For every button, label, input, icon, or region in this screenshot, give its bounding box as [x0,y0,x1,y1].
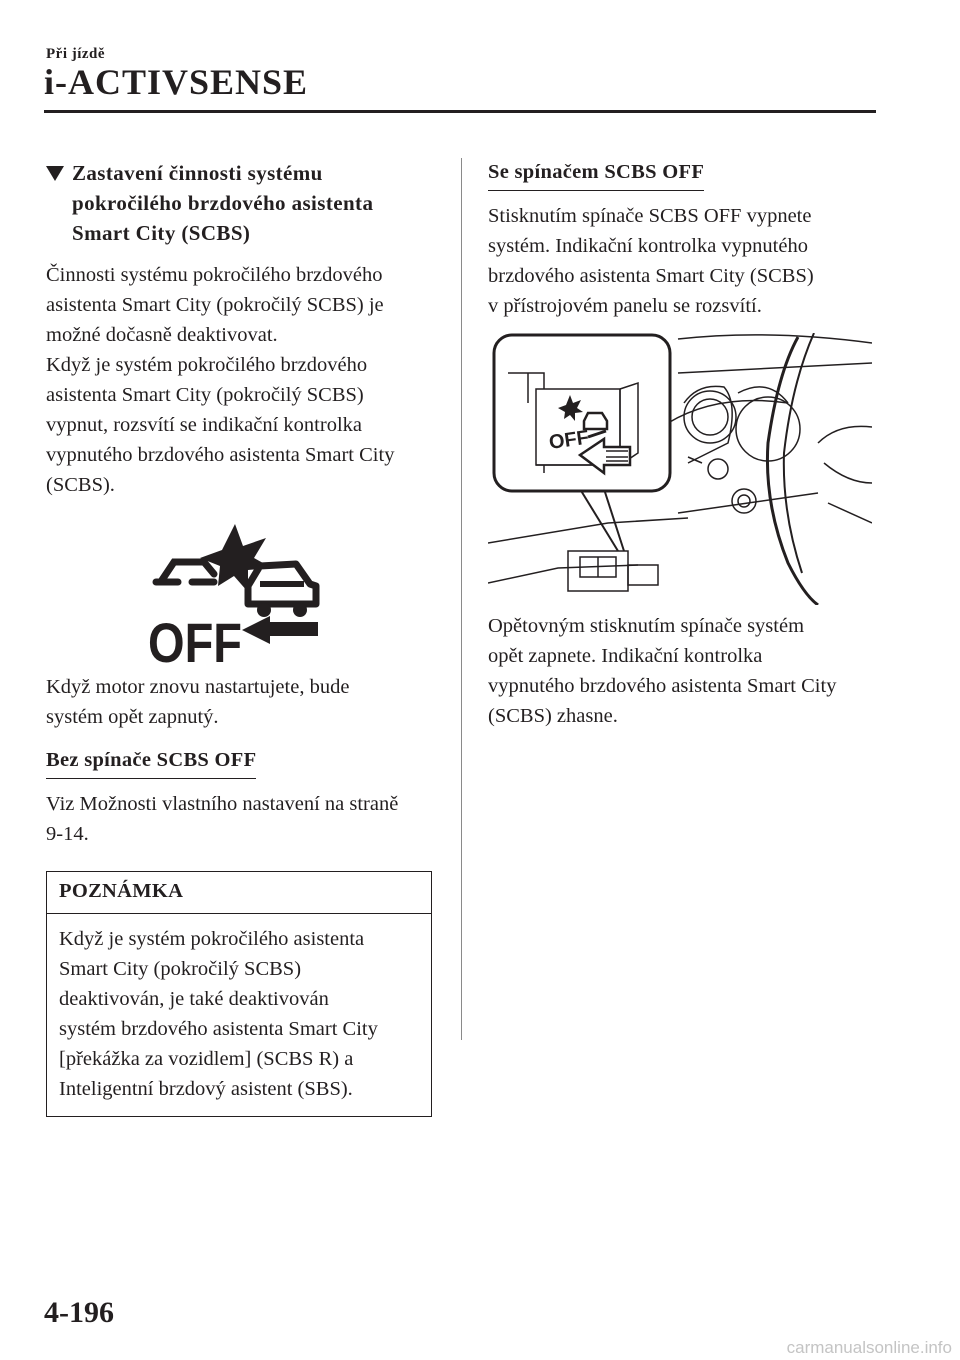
text-line: systém brzdového asistenta Smart City [59,1018,378,1040]
text-line: Smart City (pokročilý SCBS) [59,958,302,980]
section-heading-text [72,158,373,248]
without-switch-paragraph [46,789,438,849]
triangle-bullet-icon [46,166,64,181]
text-line: [překážka za vozidlem] (SCBS R) a [59,1048,354,1070]
column-divider [461,158,462,1040]
text-line: Stisknutím spínače SCBS OFF vypnete [488,205,812,227]
section-heading-line: pokročilého brzdového asistenta [72,191,374,215]
press-again-paragraph [488,611,878,731]
with-switch-paragraph [488,201,878,321]
text-line: Inteligentní brzdový asistent (SBS). [59,1078,353,1100]
text-line: Když je systém pokročilého asistenta [59,928,365,950]
text-line: opět zapnete. Indikační kontrolka [488,645,763,667]
section-heading [46,158,438,248]
text-line: vypnut, rozsvítí se indikační kontrolka [46,414,362,436]
note-box [46,871,432,1117]
text-line: systém. Indikační kontrolka vypnutého [488,235,808,257]
note-body [47,914,431,1116]
text-line: brzdového asistenta Smart City (SCBS) [488,265,814,287]
dashboard-switch-illustration [488,333,872,605]
subheading-with-switch: Se spínačem SCBS OFF [488,158,704,191]
left-column [46,158,438,1117]
text-line: v přístrojovém panelu se rozsvítí. [488,295,762,317]
text-line: Opětovným stisknutím spínače systém [488,615,805,637]
text-line: vypnutého brzdového asistenta Smart City [488,675,837,697]
text-line: možné dočasně deaktivovat. [46,324,278,346]
chapter-title: i-ACTIVSENSE [44,62,309,102]
subheading-without-switch: Bez spínače SCBS OFF [46,746,256,779]
indicator-off-label: OFF [148,611,242,664]
section-heading-line: Smart City (SCBS) [72,221,251,245]
text-line: Když je systém pokročilého brzdového [46,354,368,376]
text-line: vypnutého brzdového asistenta Smart City [46,444,395,466]
page-number: 4-196 [44,1296,114,1329]
text-line: Činnosti systému pokročilého brzdového [46,264,383,286]
text-line: deaktivován, je také deaktivován [59,988,329,1010]
text-line: systém opět zapnutý. [46,706,219,728]
right-column [488,158,878,731]
breadcrumb: Při jízdě [46,46,106,62]
text-line: (SCBS) zhasne. [488,705,618,727]
text-line: 9-14. [46,823,89,845]
illustration-off-label: OFF [547,426,591,454]
text-line: asistenta Smart City (pokročilý SCBS) [46,384,364,406]
section-heading-line: Zastavení činnosti systému [72,161,323,185]
header-rule [44,110,876,113]
note-heading: POZNÁMKA [47,872,431,914]
text-line: (SCBS). [46,474,115,496]
watermark[interactable]: carmanualsonline.info [786,1338,952,1357]
text-line: Viz Možnosti vlastního nastavení na straně [46,793,399,815]
restart-paragraph [46,672,438,732]
intro-paragraph [46,260,438,500]
text-line: Když motor znovu nastartujete, bude [46,676,350,698]
scbs-off-warning-icon [148,524,338,664]
text-line: asistenta Smart City (pokročilý SCBS) je [46,294,384,316]
